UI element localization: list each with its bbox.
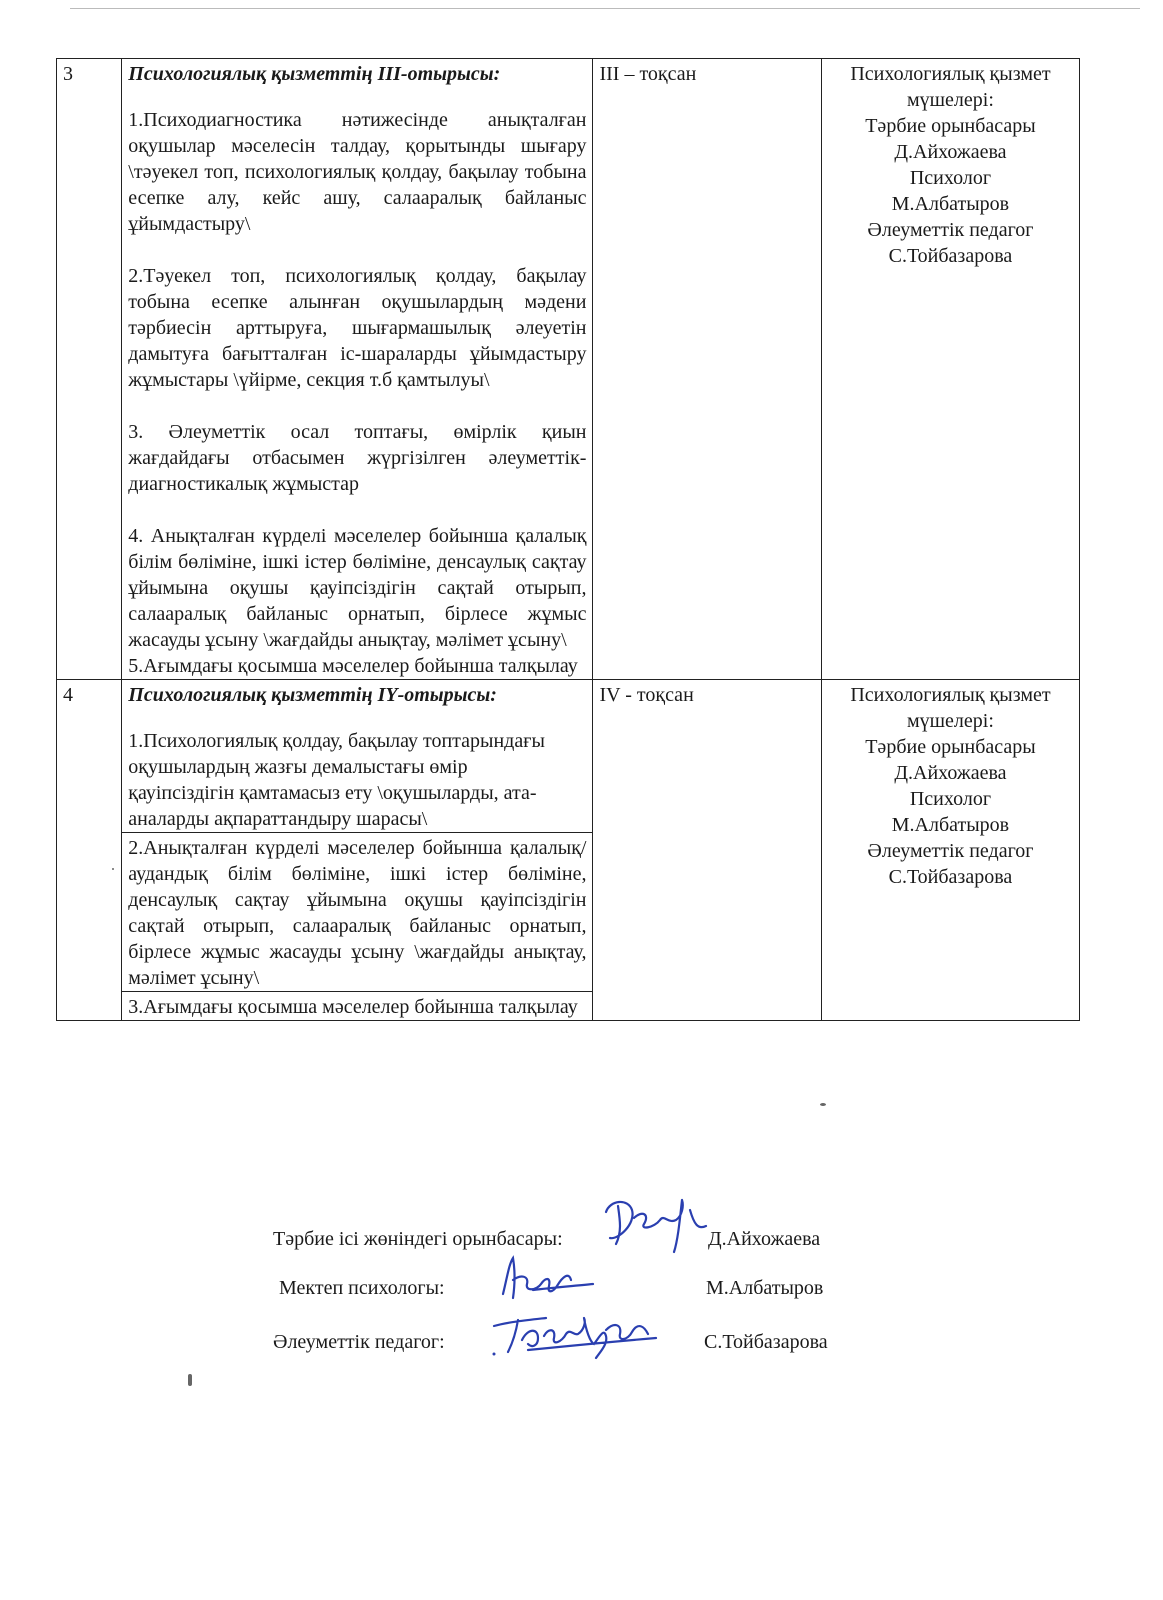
responsible-line: Психолог (909, 788, 992, 810)
handwritten-signature-1 (598, 1180, 718, 1260)
responsible-line: Әлеуметтік педагог (867, 219, 1034, 241)
signature-label: Мектеп психологы: (279, 1277, 445, 1299)
agenda-item: 5.Ағымдағы қосымша мәселелер бойынша талқылау (128, 655, 578, 677)
scan-speck (820, 1103, 826, 1106)
responsible-line: Д.Айхожаева (894, 141, 1007, 163)
meeting-title: Психологиялық қызметтің ІІІ-отырысы: (128, 63, 501, 85)
agenda-item: 1.Психодиагностика нәтижесінде анықталған оқушылар мәселесін талдау, қорытынды шығару \тәуекел топ, психологиялық қолдау, бақылау тобына есепке алу, кейс ашу, салааралық байланыс ұйымдастыру\ (128, 109, 587, 235)
agenda-item: 2.Тәуекел топ, психологиялық қолдау, бақылау тобына есепке алынған оқушылардың мәдени тәрбиесін арттыруға, шығармашылық әлеуетін дамытуға бағытталған іс-шараларды ұйымдастыру жұмыстары \үйірме, секция т.б қамтылуы\ (128, 265, 587, 391)
responsible-line: Тәрбие орынбасары (865, 115, 1036, 137)
responsible-line: С.Тойбазарова (888, 866, 1013, 888)
responsible-line: Д.Айхожаева (894, 762, 1007, 784)
meeting-content-cell (122, 59, 593, 680)
signature-name: М.Албатыров (706, 1277, 824, 1299)
page-top-edge (70, 8, 1140, 9)
responsible-cell (821, 680, 1079, 1021)
scan-speck (188, 1374, 192, 1386)
handwritten-signature-3 (488, 1300, 668, 1370)
period-cell: ІV - тоқсан (593, 680, 821, 1021)
meeting-plan-table (56, 58, 1080, 1021)
agenda-item: 1.Психологиялық қолдау, бақылау топтарындағы оқушылардың жазғы демалыстағы өмір қауіпсіздігін қамтамасыз ету \оқушыларды, ата-аналарды ақпараттандыру шарасы\ (128, 730, 545, 830)
responsible-line: Психологиялық қызмет мүшелері: (850, 684, 1051, 732)
signature-label: Әлеуметтік педагог: (273, 1331, 445, 1353)
agenda-item: 3. Әлеуметтік осал топтағы, өмірлік қиын жағдайдағы отбасымен жүргізілген әлеуметтік-диагностикалық жұмыстар (128, 421, 587, 495)
agenda-item: 3.Ағымдағы қосымша мәселелер бойынша талқылау (122, 991, 592, 1020)
responsible-line: М.Албатыров (891, 814, 1010, 836)
meeting-content-cell (122, 680, 593, 1021)
period-cell: ІІІ – тоқсан (593, 59, 821, 680)
signature-name: С.Тойбазарова (704, 1331, 828, 1353)
responsible-cell (821, 59, 1079, 680)
row-number: 3 (57, 59, 122, 680)
signature-name: Д.Айхожаева (708, 1228, 821, 1250)
signature-label: Тәрбие ісі жөніндегі орынбасары: (273, 1228, 563, 1250)
scan-speck (112, 868, 114, 870)
responsible-line: М.Албатыров (891, 193, 1010, 215)
row-number: 4 (57, 680, 122, 1021)
responsible-line: Психолог (909, 167, 992, 189)
table-row (57, 59, 1080, 680)
responsible-line: Психологиялық қызмет мүшелері: (850, 63, 1051, 111)
responsible-line: Тәрбие орынбасары (865, 736, 1036, 758)
agenda-item: 4. Анықталған күрделі мәселелер бойынша қалалық білім бөліміне, ішкі істер бөліміне, денсаулық сақтау ұйымына оқушы қауіпсіздігін сақтай отырып, салааралық байланыс орнатып, бірлесе жұмыс жасауды ұсыну \жағдайды анықтау, мәлімет ұсыну\ (128, 525, 587, 651)
responsible-line: С.Тойбазарова (888, 245, 1013, 267)
meeting-title: Психологиялық қызметтің ІҮ-отырысы: (128, 684, 497, 706)
table-row (57, 680, 1080, 1021)
agenda-item: 2.Анықталған күрделі мәселелер бойынша қалалық/ аудандық білім бөліміне, ішкі істер бөліміне, денсаулық сақтау ұйымына оқушы қауіпсіздігін сақтай отырып, салааралық байланыс орнатып, бірлесе жұмыс жасауды ұсыну \жағдайды анықтау, мәлімет ұсыну\ (122, 832, 592, 991)
responsible-line: Әлеуметтік педагог (867, 840, 1034, 862)
